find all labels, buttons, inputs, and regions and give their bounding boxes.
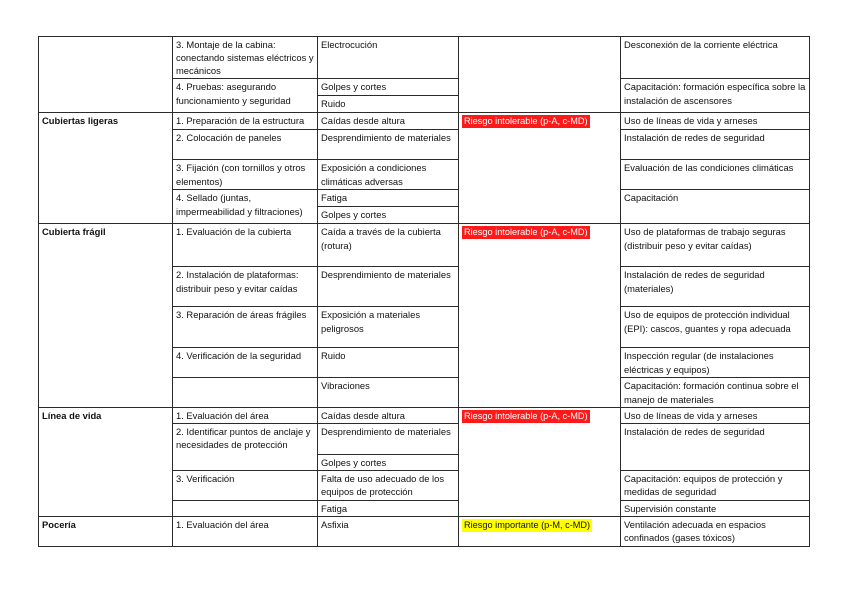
measure-cell: Capacitación: formación específica sobre la instalación de ascensores <box>621 79 810 113</box>
hazard-cell: Ruido <box>318 348 459 378</box>
section-cell <box>39 424 173 455</box>
risk-level-cell <box>459 190 621 207</box>
table-row <box>39 516 810 546</box>
table-row <box>39 190 810 207</box>
activity-cell: 2. Instalación de plataformas: distribuir peso y evitar caídas <box>173 267 318 307</box>
risk-level-cell <box>459 378 621 407</box>
measure-cell: Evaluación de las condiciones climáticas <box>621 160 810 190</box>
measure-cell: Instalación de redes de seguridad (materiales) <box>621 267 810 307</box>
hazard-cell: Vibraciones <box>318 378 459 407</box>
activity-cell: 4. Verificación de la seguridad <box>173 348 318 378</box>
hazard-cell: Falta de uso adecuado de los equipos de protección <box>318 471 459 500</box>
risk-level-cell <box>459 424 621 455</box>
measure-cell: Uso de líneas de vida y arneses <box>621 407 810 423</box>
section-cell <box>39 378 173 407</box>
hazard-cell: Golpes y cortes <box>318 455 459 471</box>
activity-cell: 1. Evaluación del área <box>173 407 318 423</box>
section-cell <box>39 267 173 307</box>
risk-level-cell <box>459 96 621 113</box>
section-cell <box>39 471 173 500</box>
risk-level-badge: Riesgo intolerable (p-A, c-MD) <box>464 410 588 421</box>
hazard-cell: Exposición a materiales peligrosos <box>318 307 459 348</box>
section-cell <box>39 348 173 378</box>
hazard-cell: Exposición a condiciones climáticas adversas <box>318 160 459 190</box>
risk-level-cell <box>459 516 621 546</box>
hazard-cell: Ruido <box>318 96 459 113</box>
activity-cell: 3. Fijación (con tornillos y otros elementos) <box>173 160 318 190</box>
section-cell <box>39 96 173 113</box>
activity-cell: 4. Sellado (juntas, impermeabilidad y filtraciones) <box>173 190 318 224</box>
activity-cell <box>173 378 318 407</box>
section-cell <box>39 455 173 471</box>
risk-level-badge: Riesgo intolerable (p-A, c-MD) <box>464 116 588 127</box>
hazard-cell: Desprendimiento de materiales <box>318 267 459 307</box>
measure-cell: Uso de equipos de protección individual (EPI): cascos, guantes y ropa adecuada <box>621 307 810 348</box>
table-row <box>39 160 810 190</box>
risk-level-cell <box>459 307 621 348</box>
risk-level-cell <box>459 267 621 307</box>
risk-assessment-table <box>38 36 810 547</box>
activity-cell: 3. Montaje de la cabina: conectando sistemas eléctricos y mecánicos <box>173 37 318 79</box>
risk-level-cell <box>459 37 621 79</box>
measure-cell: Capacitación: equipos de protección y medidas de seguridad <box>621 471 810 500</box>
table-row <box>39 113 810 130</box>
hazard-cell: Asfixia <box>318 516 459 546</box>
table-row <box>39 500 810 516</box>
table-row <box>39 424 810 455</box>
hazard-cell: Caídas desde altura <box>318 407 459 423</box>
risk-table-body <box>39 37 810 547</box>
section-cell: Cubierta frágil <box>39 224 173 267</box>
section-cell: Cubiertas ligeras <box>39 113 173 130</box>
section-cell <box>39 207 173 224</box>
hazard-cell: Electrocución <box>318 37 459 79</box>
measure-cell: Inspección regular (de instalaciones eléctricas y equipos) <box>621 348 810 378</box>
risk-level-cell <box>459 471 621 500</box>
measure-cell: Capacitación <box>621 190 810 224</box>
table-row <box>39 378 810 407</box>
table-row <box>39 471 810 500</box>
section-cell <box>39 37 173 79</box>
section-cell: Línea de vida <box>39 407 173 423</box>
hazard-cell: Desprendimiento de materiales <box>318 130 459 160</box>
measure-cell: Desconexión de la corriente eléctrica <box>621 37 810 79</box>
risk-level-badge: Riesgo importante (p-M, c-MD) <box>464 519 591 530</box>
activity-cell: 1. Preparación de la estructura <box>173 113 318 130</box>
section-cell <box>39 79 173 96</box>
section-cell <box>39 190 173 207</box>
hazard-cell: Caída a través de la cubierta (rotura) <box>318 224 459 267</box>
measure-cell: Instalación de redes de seguridad <box>621 130 810 160</box>
hazard-cell: Caídas desde altura <box>318 113 459 130</box>
hazard-cell: Desprendimiento de materiales <box>318 424 459 455</box>
activity-cell: 3. Reparación de áreas frágiles <box>173 307 318 348</box>
table-row <box>39 307 810 348</box>
activity-cell: 2. Identificar puntos de anclaje y necesidades de protección <box>173 424 318 471</box>
measure-cell: Uso de líneas de vida y arneses <box>621 113 810 130</box>
risk-level-cell <box>459 348 621 378</box>
risk-level-cell <box>459 455 621 471</box>
table-row <box>39 348 810 378</box>
risk-level-cell <box>459 160 621 190</box>
section-cell <box>39 307 173 348</box>
risk-level-badge: Riesgo intolerable (p-A, c-MD) <box>464 227 588 238</box>
table-row <box>39 224 810 267</box>
activity-cell: 3. Verificación <box>173 471 318 500</box>
activity-cell <box>173 500 318 516</box>
measure-cell: Instalación de redes de seguridad <box>621 424 810 471</box>
hazard-cell: Golpes y cortes <box>318 207 459 224</box>
measure-cell: Supervisión constante <box>621 500 810 516</box>
risk-level-cell <box>459 113 621 130</box>
table-row <box>39 267 810 307</box>
section-cell <box>39 160 173 190</box>
table-row <box>39 37 810 79</box>
activity-cell: 1. Evaluación del área <box>173 516 318 546</box>
risk-level-cell <box>459 79 621 96</box>
hazard-cell: Golpes y cortes <box>318 79 459 96</box>
measure-cell: Uso de plataformas de trabajo seguras (distribuir peso y evitar caídas) <box>621 224 810 267</box>
activity-cell: 2. Colocación de paneles <box>173 130 318 160</box>
risk-level-cell <box>459 224 621 267</box>
activity-cell: 1. Evaluación de la cubierta <box>173 224 318 267</box>
measure-cell: Ventilación adecuada en espacios confinados (gases tóxicos) <box>621 516 810 546</box>
measure-cell: Capacitación: formación continua sobre el manejo de materiales <box>621 378 810 407</box>
activity-cell: 4. Pruebas: asegurando funcionamiento y seguridad <box>173 79 318 113</box>
section-cell: Pocería <box>39 516 173 546</box>
section-cell <box>39 500 173 516</box>
risk-level-cell <box>459 407 621 423</box>
risk-level-cell <box>459 130 621 160</box>
hazard-cell: Fatiga <box>318 190 459 207</box>
risk-level-cell <box>459 207 621 224</box>
section-cell <box>39 130 173 160</box>
risk-level-cell <box>459 500 621 516</box>
table-row <box>39 407 810 423</box>
table-row <box>39 79 810 96</box>
hazard-cell: Fatiga <box>318 500 459 516</box>
table-row <box>39 130 810 160</box>
